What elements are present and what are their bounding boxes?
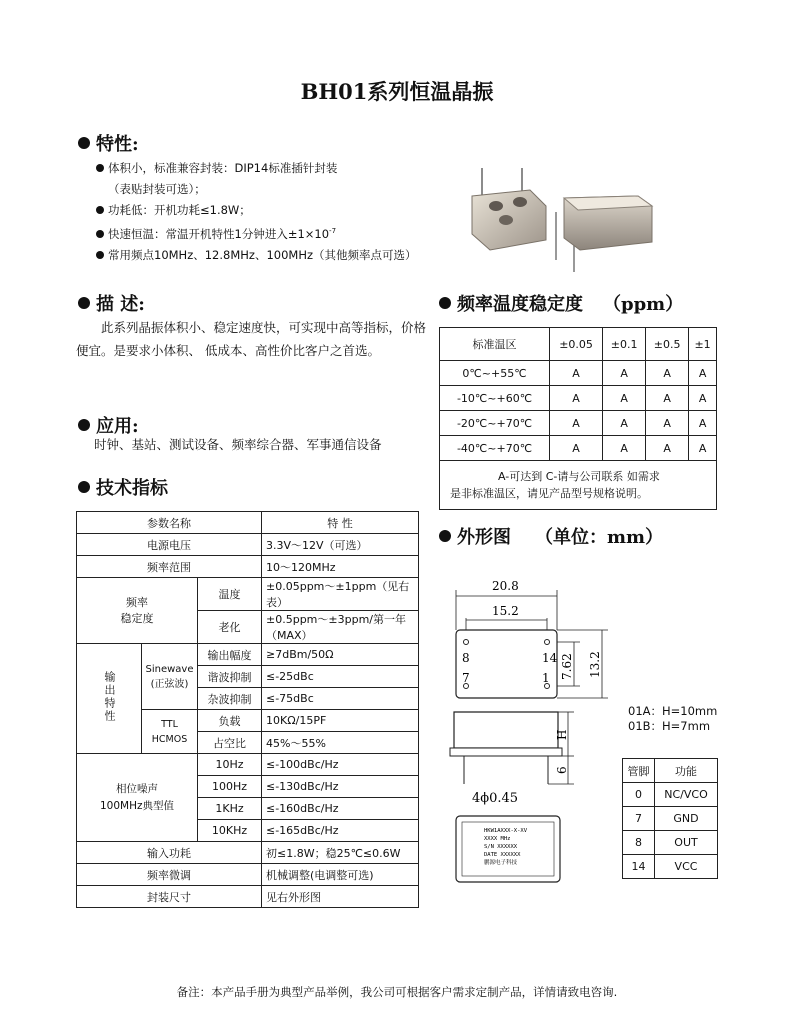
table-row <box>77 864 419 886</box>
cell-value: A <box>689 411 717 436</box>
cell-value: A <box>689 361 717 386</box>
cell-value: ≤-75dBc <box>262 688 419 710</box>
features-heading: 特性: <box>78 130 139 156</box>
application-text: 时钟、基站、测试设备、频率综合器、军事通信设备 <box>94 437 382 452</box>
cell-label: 封装尺寸 <box>77 886 262 908</box>
table-row <box>623 783 718 807</box>
cell-label: 老化 <box>198 611 262 644</box>
dim-pin-label: 4ϕ0.45 <box>472 791 519 806</box>
cell-value: ≤-165dBc/Hz <box>262 820 419 842</box>
column-header: 特 性 <box>262 512 419 534</box>
bullet-icon <box>78 481 90 493</box>
table-row <box>77 512 419 534</box>
cell-value: A <box>646 386 689 411</box>
cell-value: A <box>550 411 603 436</box>
cell-label: 100Hz <box>198 776 262 798</box>
cell-value: 14 <box>623 855 655 879</box>
column-header: 参数名称 <box>77 512 262 534</box>
cell-value: ≤-25dBc <box>262 666 419 688</box>
pin-label: 8 <box>462 651 470 665</box>
cell-value: A <box>603 411 646 436</box>
table-row <box>440 436 717 461</box>
table-row <box>77 842 419 864</box>
bullet-icon <box>439 297 451 309</box>
table-row <box>77 754 419 776</box>
cell-label: -20℃~+70℃ <box>440 411 550 436</box>
table-row <box>440 411 717 436</box>
cell-label: 频率微调 <box>77 864 262 886</box>
spec-table <box>76 511 419 908</box>
pin-label: 1 <box>542 671 550 685</box>
cell-value: A <box>646 361 689 386</box>
cell-value: A <box>689 436 717 461</box>
cell-value: A <box>646 436 689 461</box>
cell-label: 输出特性 <box>77 644 142 754</box>
cell-value: ±0.05ppm～±1ppm（见右表） <box>262 578 419 611</box>
cell-value: 8 <box>623 831 655 855</box>
cell-label: 温度 <box>198 578 262 611</box>
cell-label: 1KHz <box>198 798 262 820</box>
cell-value: ≤-100dBc/Hz <box>262 754 419 776</box>
cell-label: 频率 稳定度 <box>77 578 198 644</box>
cell-label: -10℃~+60℃ <box>440 386 550 411</box>
feature-item: 功耗低：开机功耗≤1.8W； <box>96 200 436 221</box>
cell-value: 见右外形图 <box>262 886 419 908</box>
cell-label: 电源电压 <box>77 534 262 556</box>
cell-value: 0 <box>623 783 655 807</box>
freq-stability-heading: 频率温度稳定度 （ppm） <box>439 290 683 316</box>
table-row <box>623 807 718 831</box>
cell-label: 10Hz <box>198 754 262 776</box>
bullet-icon <box>96 230 104 238</box>
cell-value: A <box>603 436 646 461</box>
table-row <box>440 461 717 510</box>
label-line: DATE XXXXXX <box>484 852 521 858</box>
description-heading: 描 述: <box>78 290 145 316</box>
cell-label: 负载 <box>198 710 262 732</box>
cell-value: NC/VCO <box>655 783 718 807</box>
bullet-icon <box>439 530 451 542</box>
table-row <box>623 831 718 855</box>
cell-label: 10KHz <box>198 820 262 842</box>
dim-h2-label: 13.2 <box>588 651 602 678</box>
cell-value: 机械调整(电调整可选) <box>262 864 419 886</box>
feature-item: 体积小，标准兼容封装：DIP14标准插针封装 <box>96 158 436 179</box>
tech-heading: 技术指标 <box>78 474 168 500</box>
cell-label: 相位噪声 100MHz典型值 <box>77 754 198 842</box>
cell-value: A <box>689 386 717 411</box>
cell-label: 0℃~+55℃ <box>440 361 550 386</box>
pin-table <box>622 758 718 879</box>
cell-value: 45%～55% <box>262 732 419 754</box>
table-row <box>77 556 419 578</box>
label-line: S/N XXXXXX <box>484 844 518 850</box>
bullet-icon <box>96 164 104 172</box>
cell-value: ≥7dBm/50Ω <box>262 644 419 666</box>
column-header: 标准温区 <box>440 328 550 361</box>
cell-value: 7 <box>623 807 655 831</box>
cell-value: ≤-160dBc/Hz <box>262 798 419 820</box>
label-line: HKW1AXXX-X-XV <box>484 828 528 834</box>
table-row <box>77 534 419 556</box>
cell-value: A <box>550 361 603 386</box>
cell-value: VCC <box>655 855 718 879</box>
footer-note: 备注：本产品手册为典型产品举例，我公司可根据客户需求定制产品，详情请致电咨询. <box>176 985 618 999</box>
table-row <box>440 328 717 361</box>
outline-heading: 外形图 （单位：mm） <box>439 523 663 549</box>
pin-label: 7 <box>462 671 470 685</box>
product-photo <box>460 168 660 272</box>
freq-note: A-可达到 C-请与公司联系 如需求 是非标准温区，请见产品型号规格说明。 <box>440 461 717 510</box>
feature-item: （表贴封装可选）； <box>108 182 206 196</box>
table-row <box>440 386 717 411</box>
cell-value: ≤-130dBc/Hz <box>262 776 419 798</box>
cell-label: 频率范围 <box>77 556 262 578</box>
cell-label: TTL HCMOS <box>142 710 198 754</box>
cell-label: 谐波抑制 <box>198 666 262 688</box>
column-header: 功能 <box>655 759 718 783</box>
features-list <box>96 158 436 266</box>
dim-h1-label: 7.62 <box>560 653 574 680</box>
table-row <box>77 644 419 666</box>
cell-label: 输出幅度 <box>198 644 262 666</box>
outline-drawing <box>440 572 620 892</box>
feature-item: 快速恒温：常温开机特性1分钟进入$\pm 1\times 10^{-7}$ <box>96 221 436 245</box>
application-heading: 应用: <box>78 412 139 438</box>
table-row <box>77 886 419 908</box>
column-header: 管脚 <box>623 759 655 783</box>
table-row <box>440 361 717 386</box>
cell-value: A <box>550 386 603 411</box>
cell-value: OUT <box>655 831 718 855</box>
dim-inner-label: 15.2 <box>492 604 519 618</box>
dim-h-label: H <box>555 729 569 740</box>
cell-label: Sinewave (正弦波) <box>142 644 198 710</box>
height-spec: 01A：H=10mm 01B：H=7mm <box>628 704 718 733</box>
cell-value: A <box>603 386 646 411</box>
cell-value: 初≤1.8W；稳25℃≤0.6W <box>262 842 419 864</box>
table-row <box>77 578 419 611</box>
cell-value: 10～120MHz <box>262 556 419 578</box>
cell-value: A <box>603 361 646 386</box>
exponent: -7 <box>329 227 337 235</box>
cell-value: 3.3V～12V（可选） <box>262 534 419 556</box>
bullet-icon <box>78 419 90 431</box>
pin-label: 14 <box>542 651 558 665</box>
cell-value: A <box>550 436 603 461</box>
column-header: ±0.05 <box>550 328 603 361</box>
description-text: 此系列晶振体积小、稳定速度快，可实现中高等指标，价格便宜。是要求小体积、 低成本、高性价比客户之首选。 <box>76 320 427 358</box>
cell-value: 10KΩ/15PF <box>262 710 419 732</box>
table-row <box>623 855 718 879</box>
dim-6-label: 6 <box>555 766 569 774</box>
cell-label: 输入功耗 <box>77 842 262 864</box>
column-header: ±0.1 <box>603 328 646 361</box>
label-line: XXXX MHz <box>484 836 511 842</box>
cell-value: GND <box>655 807 718 831</box>
label-line: 鹏源电子科技 <box>484 860 518 866</box>
bullet-icon <box>96 206 104 214</box>
feature-item: 常用频点10MHz、12.8MHz、100MHz（其他频率点可选） <box>96 245 436 266</box>
column-header: ±1 <box>689 328 717 361</box>
cell-label: -40℃~+70℃ <box>440 436 550 461</box>
freq-stability-table <box>439 327 717 510</box>
cell-value: A <box>646 411 689 436</box>
bullet-icon <box>78 297 90 309</box>
page-title: BH01系列恒温晶振 <box>300 79 494 104</box>
dim-width-label: 20.8 <box>492 579 519 593</box>
cell-label: 占空比 <box>198 732 262 754</box>
table-row <box>623 759 718 783</box>
cell-value: ±0.5ppm～±3ppm/第一年（MAX） <box>262 611 419 644</box>
cell-label: 杂波抑制 <box>198 688 262 710</box>
bullet-icon <box>96 251 104 259</box>
bullet-icon <box>78 137 90 149</box>
column-header: ±0.5 <box>646 328 689 361</box>
